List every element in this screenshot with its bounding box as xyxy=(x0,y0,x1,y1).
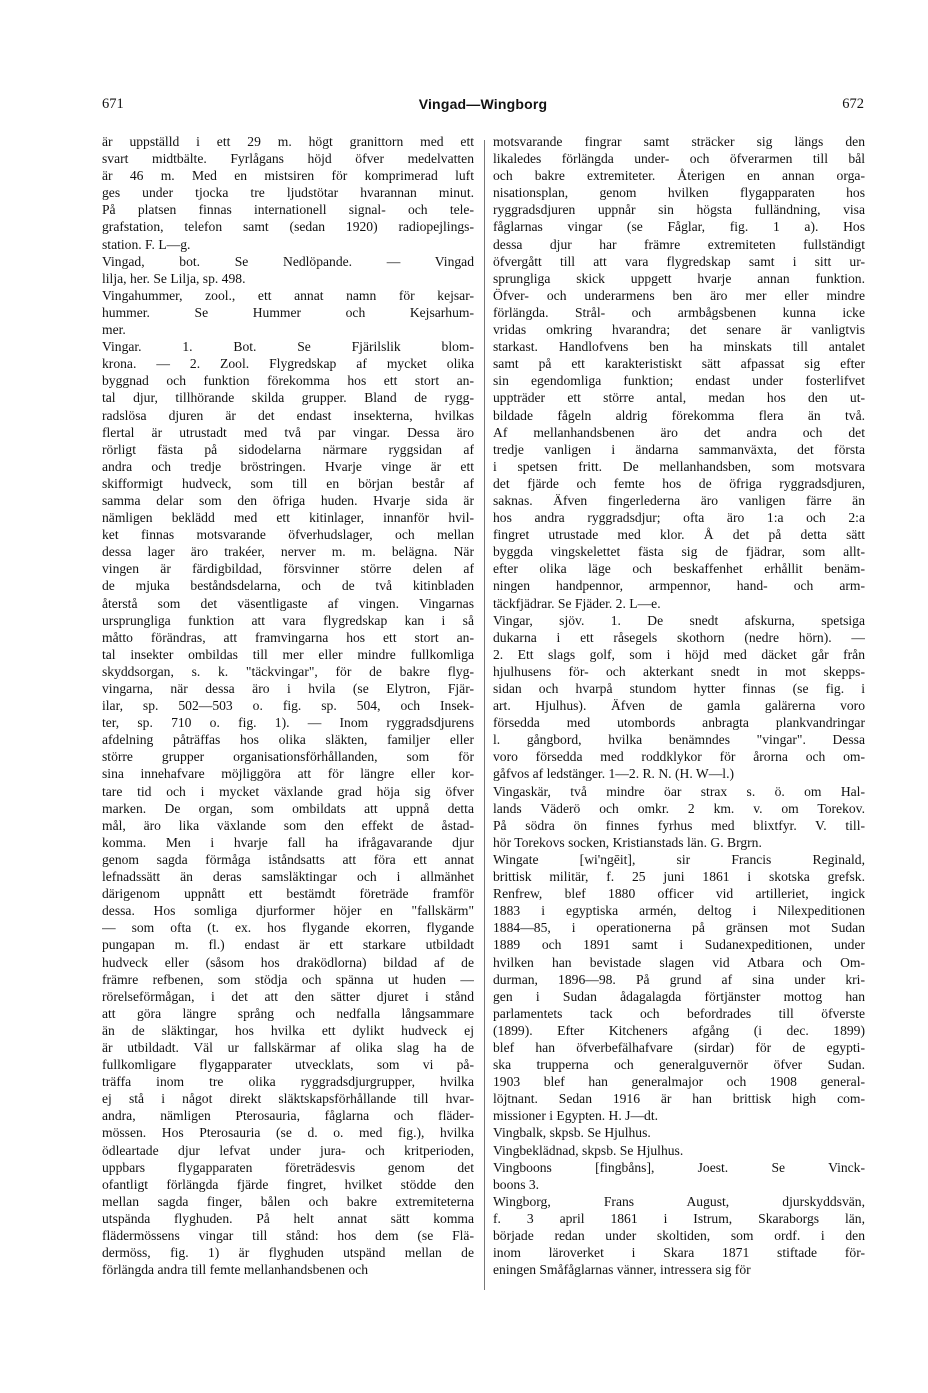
text-line: vingen är färdigbildad, försvinner större delen af xyxy=(102,561,474,577)
text-line: mål, äro lika växlande som den effekt de åstad- xyxy=(102,817,474,833)
text-line: ges under tjocka tre ljudstötar hvarannan minut. xyxy=(102,185,474,201)
text-line: dermöss, fig. 1) är flyghuden utspänd mellan de xyxy=(102,1245,474,1261)
text-line: genom sagda förmåga iståndsatts att föra ett annat xyxy=(102,851,474,867)
text-line: saknas. Äfven fingerlederna äro vanligen färre än xyxy=(493,492,865,508)
text-line: måtto förändras, att framvingarna hos ett stort an- xyxy=(102,629,474,645)
page-number-right: 672 xyxy=(842,96,864,112)
text-line: flädermössens vingar till stånd: hos dem (se Flä- xyxy=(102,1228,474,1243)
text-line: flertal är utrustadt med två par vingar. Dessa äro xyxy=(102,424,474,440)
text-line: missioner i Egypten. H. J—dt. xyxy=(493,1108,659,1124)
text-line: Vingar, sjöv. 1. De snedt afskurna, spetsiga xyxy=(493,612,865,628)
text-line: likaledes förlängda under- och öfverarmen till bål xyxy=(493,151,865,167)
text-line: komma. Men i hvarje fall ha ifrågavarande djur xyxy=(102,834,474,850)
text-line: hjulhusens för- och akterkant snedt in mot skepps- xyxy=(493,663,865,679)
text-line: På platsen finnas internationell signal- och tele- xyxy=(102,202,474,218)
text-line: gen i Sudan ådagalagda förtjänster mottog han xyxy=(493,988,865,1004)
page-number-left: 671 xyxy=(102,96,124,112)
text-line: boons 3. xyxy=(493,1176,540,1192)
text-line: Vingboons [fingbåns], Joest. Se Vinck- xyxy=(493,1159,865,1175)
text-line: andra och tredje bröstringen. Hvarje vinge är ett xyxy=(102,458,474,474)
text-line: 2. Ett slags golf, som i höjd med däcket går från xyxy=(493,646,865,662)
text-line: skifformigt hudveck, som till en början består af xyxy=(102,475,474,491)
text-line: station. F. L—g. xyxy=(102,236,191,252)
text-line: sidan och hvarpå stundom hytter finnas (se fig. i xyxy=(493,681,865,696)
text-line: återstå som det väsentligaste af vingen. Vingarnas xyxy=(102,595,474,611)
text-line: skyddsorgan, s. k. "täckvingar", för de bakre flyg- xyxy=(102,663,474,679)
text-line: efter olika läge och beskaffenhet erhållit benäm- xyxy=(493,561,865,577)
text-line: öfvergått till att vara flygredskap samt i sitt ur- xyxy=(493,253,865,269)
text-line: började redan under skoltiden, som ordf. i den xyxy=(493,1228,865,1243)
text-line: är uppställd i ett 29 m. högt granittorn med ett xyxy=(102,134,474,149)
text-line: de mjuka beståndsdelarna, och de två kitinbladen xyxy=(102,578,474,594)
text-line: dessa. Hos somliga djurformer höjer en "fallskärm" xyxy=(102,903,474,919)
text-line: utspända flyghuden. På helt annat sätt komma xyxy=(102,1210,474,1226)
text-line: art. Hjulhus). Äfven de gamla galärerna voro xyxy=(493,698,865,714)
text-line: lands Väderö och omkr. 2 km. v. om Torekov. xyxy=(493,800,865,816)
text-line: än de släktingar, hos hvilka ett dylikt hudveck ej xyxy=(102,1022,474,1038)
text-line: dessa djur har främre extremiteten fullständigt xyxy=(493,236,865,252)
text-line: Vingbalk, skpsb. Se Hjulhus. xyxy=(493,1125,651,1141)
left-column xyxy=(102,133,474,1278)
text-line: täckfjädrar. Se Fjäder. 2. L—e. xyxy=(493,595,661,611)
text-line: brittisk militär, f. 25 juni 1861 i skotska grefsk. xyxy=(493,869,865,885)
text-line: blef han öfverbefälhafvare (sirdar) för de egypti- xyxy=(493,1039,865,1055)
column-divider xyxy=(484,140,485,1290)
text-line: större grupper organisationsförhållanden, som för xyxy=(102,749,474,765)
text-line: ska trupperna och generalguvernör öfver Sudan. xyxy=(493,1057,865,1073)
text-line: hummer. Se Hummer och Kejsarhum- xyxy=(102,304,474,320)
text-line: eningen Småfåglarnas vänner, intressera sig för xyxy=(493,1262,751,1278)
text-line: Öfver- och underarmens ben äro mer eller mindre xyxy=(493,287,865,303)
text-line: ket finnas motsvarande öfverhudslager, och mellan xyxy=(102,527,474,543)
text-line: vridas omkring hvarandra; det senare är vanligtvis xyxy=(493,322,865,338)
text-line: tredje vanligen i ändarna sammanväxta, det första xyxy=(493,441,865,457)
text-line: att göra längre språng och nedfalla långsammare xyxy=(102,1005,474,1021)
text-line: nämligen beklädd med ett kitinlager, innanför hvil- xyxy=(102,510,474,526)
text-line: 1883 i egyptiska armén, deltog i Nilexpeditionen xyxy=(493,903,865,919)
text-line: Wingborg, Frans August, djurskyddsvän, xyxy=(493,1193,865,1209)
text-line: lefnadssätt än deras samsläktingar och i allmänhet xyxy=(102,869,474,885)
text-line: hudveck eller (såsom hos draködlorna) bildad af de xyxy=(102,954,474,970)
text-line: inom läroverket i Skara 1871 stiftade för- xyxy=(493,1245,865,1261)
text-line: träffa inom tre olika ryggradsdjurgrupper, hvilka xyxy=(102,1074,474,1090)
text-line: ilar, sp. 502—503 o. fig. sp. 504, och Insek- xyxy=(102,698,474,714)
text-line: nisationsplan, genom hvilken flygapparaten hos xyxy=(493,185,865,201)
text-line: vingarna, när dessa äro i hvila (se Elytron, Fjär- xyxy=(102,681,474,696)
text-line: fåglarnas vingar (se Fåglar, fig. 1 a). Hos xyxy=(493,219,865,235)
text-line: — som ofta (t. ex. hos flygande ekorren, flygande xyxy=(102,920,474,936)
text-line: Vingar. 1. Bot. Se Fjärilslik blom- xyxy=(102,339,474,355)
text-line: sprungliga skick uppgett hvarje annan funktion. xyxy=(493,270,865,286)
text-line: uppbars flygapparaten företrädesvis genom det xyxy=(102,1159,474,1175)
text-line: gåfvos af ledstänger. 1—2. R. N. (H. W—l.) xyxy=(493,766,734,782)
text-line: 1903 blef han generalmajor och 1908 general- xyxy=(493,1074,865,1090)
text-line: samt på ett karakteristiskt sätt afpassat sig efter xyxy=(493,356,865,372)
text-line: l. gångbord, hvilka benämndes "vingar". Dessa xyxy=(493,732,865,748)
text-line: ej stå i något direkt släktskapsförhållande till hvar- xyxy=(102,1091,474,1107)
text-line: 1884—85, i operationerna på gränsen mot Sudan xyxy=(493,920,865,936)
text-line: marken. De organ, som ombildats att uppnå detta xyxy=(102,800,474,816)
text-line: ryggradsdjuren uppnår sin högsta fulländning, visa xyxy=(493,202,865,218)
text-line: rörelseförmågan, i det att den sätter djuret i stånd xyxy=(102,988,474,1004)
text-line: tare tid och i mycket växlande grad höja sig öfver xyxy=(102,783,474,799)
text-line: hör Torekovs socken, Kristianstads län. G. Brgrn. xyxy=(493,834,762,850)
text-line: förlängda andra till femte mellanhandsbenen och xyxy=(102,1262,369,1278)
text-line: löjtnant. Sedan 1916 är han brittisk high com- xyxy=(493,1091,865,1107)
text-line: är 46 m. Med en mistsiren för komprimerad luft xyxy=(102,168,474,184)
text-line: hvilken han bevistade slagen vid Atbara och Om- xyxy=(493,954,865,970)
text-line: Vingahummer, zool., ett annat namn för kejsar- xyxy=(102,287,474,303)
text-line: motsvarande fingrar samt sträcker sig längs den xyxy=(493,134,865,149)
text-line: svart midtbälte. Fyrlågans höjd öfver medelvatten xyxy=(102,151,474,167)
text-line: är utbildadt. Väl ur fallskärmar af olika slag ha de xyxy=(102,1039,474,1055)
text-line: Af mellanhandsbenen äro det andra och det xyxy=(493,424,865,440)
text-line: därigenom uppnått ett bestämdt företräde framför xyxy=(102,886,474,902)
text-line: Renfrew, blef 1880 officer vid artilleriet, ingick xyxy=(493,886,865,902)
text-line: pungapan m. fl.) endast är ett starkare utbildadt xyxy=(102,937,474,953)
text-line: sina innehafvare möjliggöra att för längre eller kor- xyxy=(102,766,474,782)
text-line: lilja, her. Se Lilja, sp. 498. xyxy=(102,270,246,286)
text-line: radslösa djuren är det endast insekterna, hvilkas xyxy=(102,407,474,423)
text-line: det fjärde och femte hos de öfriga ryggradsdjuren, xyxy=(493,475,865,491)
right-column xyxy=(493,133,865,1278)
text-line: starkast. Handlofvens ben ha minskats till antalet xyxy=(493,339,865,355)
text-line: (1899). Efter Kitcheners afgång (i dec. 1899) xyxy=(493,1022,865,1038)
text-line: tal insekter ombildas till mer eller mindre fullkomliga xyxy=(102,646,474,662)
text-line: ofantligt förlängda fjärde fingret, hvilket stödde den xyxy=(102,1176,474,1192)
text-line: tal djur, tillhörande skilda grupper. Bland de rygg- xyxy=(102,390,474,406)
text-line: ter, sp. 710 o. fig. 1). — Inom ryggradsdjurens xyxy=(102,715,474,731)
text-line: mer. xyxy=(102,322,126,338)
text-line: parlamentets tack och befordrades till öfverste xyxy=(493,1005,865,1021)
text-line: fullkomligare flygapparater utvecklats, som vi på- xyxy=(102,1057,474,1073)
text-line: byggda vingskelettet fästa sig de fjädrar, som allt- xyxy=(493,544,865,560)
text-line: byggnad och funktion förekomma hos ett stort an- xyxy=(102,373,474,389)
text-line: 1889 och 1891 samt i Sudanexpeditionen, under xyxy=(493,937,865,953)
text-line: dukarna i ett råsegels skothorn (nedre hörn). — xyxy=(493,629,865,645)
text-line: Vingad, bot. Se Nedlöpande. — Vingad xyxy=(102,253,474,269)
text-line: grafstation, telefon samt (sedan 1920) radiopejlings- xyxy=(102,219,474,235)
text-line: uppträder ett större antal, medan hos den ut- xyxy=(493,390,865,406)
text-line: Vingbeklädnad, skpsb. Se Hjulhus. xyxy=(493,1142,684,1158)
text-line: Wingate [wi'ngēit], sir Francis Reginald, xyxy=(493,851,865,867)
text-line: förlängda. Strål- och armbågsbenen kunna icke xyxy=(493,304,865,320)
text-line: samma delar som den öfriga huden. Hvarje sida är xyxy=(102,492,474,508)
text-line: främre refbenen, som stödja och spänna ut huden — xyxy=(102,971,474,987)
text-line: ursprungliga funktion att vara flygredskap kan i så xyxy=(102,612,474,628)
text-line: ningen handpennor, armpennor, hand- och arm- xyxy=(493,578,865,594)
text-line: Vingaskär, två mindre öar strax s. ö. om Hal- xyxy=(493,783,865,799)
running-title: Vingad—Wingborg xyxy=(418,96,548,112)
text-line: hos andra ryggradsdjur; ofta äro 1:a och 2:a xyxy=(493,510,865,526)
text-line: voro försedda med roddklykor för årorna och om- xyxy=(493,749,865,765)
text-line: sin egendomliga funktion; endast under fosterlifvet xyxy=(493,373,865,389)
text-line: På södra ön finnes fyrhus med blixtfyr. V. till- xyxy=(493,817,865,833)
text-line: ödleartade djur lefvat under jura- och kritperioden, xyxy=(102,1142,474,1158)
text-line: fingret utrustade med klor. Å det på detta sätt xyxy=(493,527,865,543)
text-line: mössen. Hos Pterosauria (se d. o. med fig.), hvilka xyxy=(102,1125,474,1141)
text-line: mellan sagda finger, bålen och bakre extremiteterna xyxy=(102,1193,474,1209)
text-line: afdelning påträffas hos olika släkten, familjer eller xyxy=(102,732,474,748)
text-line: försedda med utombords anbragta plankvandringar xyxy=(493,715,865,731)
text-line: krona. — 2. Zool. Flygredskap af mycket olika xyxy=(102,356,474,372)
text-line: andra, nämligen Pterosauria, fåglarna och fläder- xyxy=(102,1108,474,1124)
text-line: dessa lager äro trakéer, nerver m. m. belägna. När xyxy=(102,544,474,560)
text-line: rörligt fästa på sidodelarna närmare ryggsidan af xyxy=(102,441,474,457)
text-line: durman, 1896—98. På grund af sina under kri- xyxy=(493,971,865,987)
text-line: i spetsen fritt. De mellanhandsben, som motsvara xyxy=(493,458,865,474)
text-line: f. 3 april 1861 i Istrum, Skaraborgs län, xyxy=(493,1210,865,1226)
text-line: och bakre extremiteter. Återigen en annan orga- xyxy=(493,168,865,184)
text-line: bildade fågeln aldrig förekomma flera än två. xyxy=(493,407,865,423)
page-header xyxy=(102,96,864,114)
